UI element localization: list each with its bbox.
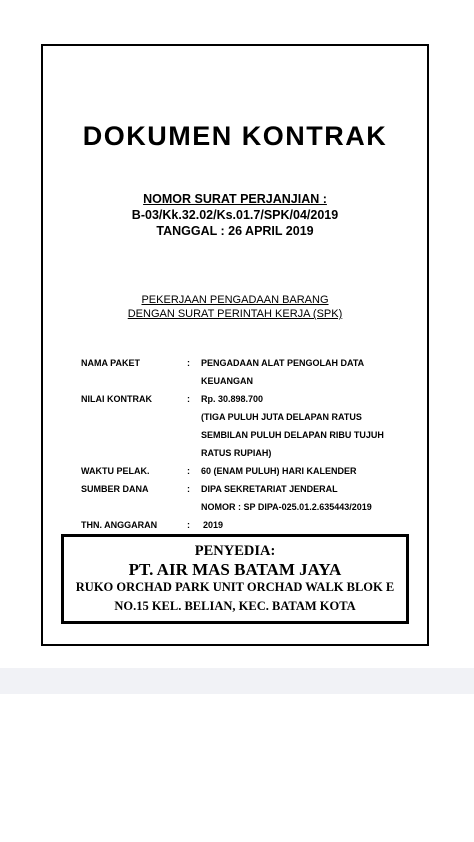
agreement-number: B-03/Kk.32.02/Ks.01.7/SPK/04/2019	[131, 208, 339, 222]
fund-value: DIPA SEKRETARIAT JENDERAL	[201, 484, 338, 494]
colon: :	[187, 484, 190, 494]
contract-words: (TIGA PULUH JUTA DELAPAN RATUS	[201, 412, 362, 422]
package-value: PENGADAAN ALAT PENGOLAH DATA	[201, 358, 365, 368]
duration-value: 60 (ENAM PULUH) HARI KALENDER	[201, 466, 357, 476]
colon: :	[187, 394, 190, 404]
provider-address-line-2: NO.15 KEL. BELIAN, KEC. BATAM KOTA	[114, 599, 356, 613]
package-value-cont: KEUANGAN	[201, 376, 254, 386]
colon: :	[187, 520, 190, 530]
detail-row-package	[81, 354, 421, 372]
detail-row-contract-words-2	[81, 426, 421, 444]
contract-details	[81, 354, 421, 534]
provider-label: PENYEDIA:	[194, 543, 276, 559]
work-title-line-1: PEKERJAAN PENGADAAN BARANG	[141, 294, 329, 306]
fund-number: NOMOR : SP DIPA-025.01.2.635443/2019	[201, 502, 372, 512]
detail-row-fund	[81, 480, 421, 498]
contract-label: NILAI KONTRAK	[81, 394, 152, 404]
detail-row-fund-number	[81, 498, 421, 516]
detail-row-contract-words-1	[81, 408, 421, 426]
year-label: THN. ANGGARAN	[81, 520, 158, 530]
provider-name: PT. AIR MAS BATAM JAYA	[128, 560, 342, 579]
detail-row-year	[81, 516, 421, 534]
document-frame	[41, 44, 429, 646]
work-title-line-2: DENGAN SURAT PERINTAH KERJA (SPK)	[127, 308, 343, 320]
detail-row-contract-words-3	[81, 444, 421, 462]
agreement-label: NOMOR SURAT PERJANJIAN :	[143, 192, 327, 206]
provider-box	[61, 534, 409, 624]
contract-words: SEMBILAN PULUH DELAPAN RIBU TUJUH	[201, 430, 384, 440]
year-value: 2019	[203, 520, 224, 530]
colon: :	[187, 358, 190, 368]
contract-words: RATUS RUPIAH)	[201, 448, 272, 458]
package-label: NAMA PAKET	[81, 358, 140, 368]
page-separator-band	[0, 668, 474, 694]
detail-row-duration	[81, 462, 421, 480]
duration-label: WAKTU PELAK.	[81, 466, 150, 476]
detail-row-package-cont	[81, 372, 421, 390]
fund-label: SUMBER DANA	[81, 484, 149, 494]
detail-row-contract	[81, 390, 421, 408]
document-title: DOKUMEN KONTRAK	[82, 121, 388, 151]
contract-date: TANGGAL : 26 APRIL 2019	[156, 224, 314, 238]
colon: :	[187, 466, 190, 476]
provider-address-line-1: RUKO ORCHAD PARK UNIT ORCHAD WALK BLOK E	[75, 580, 395, 594]
contract-value: Rp. 30.898.700	[201, 394, 264, 404]
